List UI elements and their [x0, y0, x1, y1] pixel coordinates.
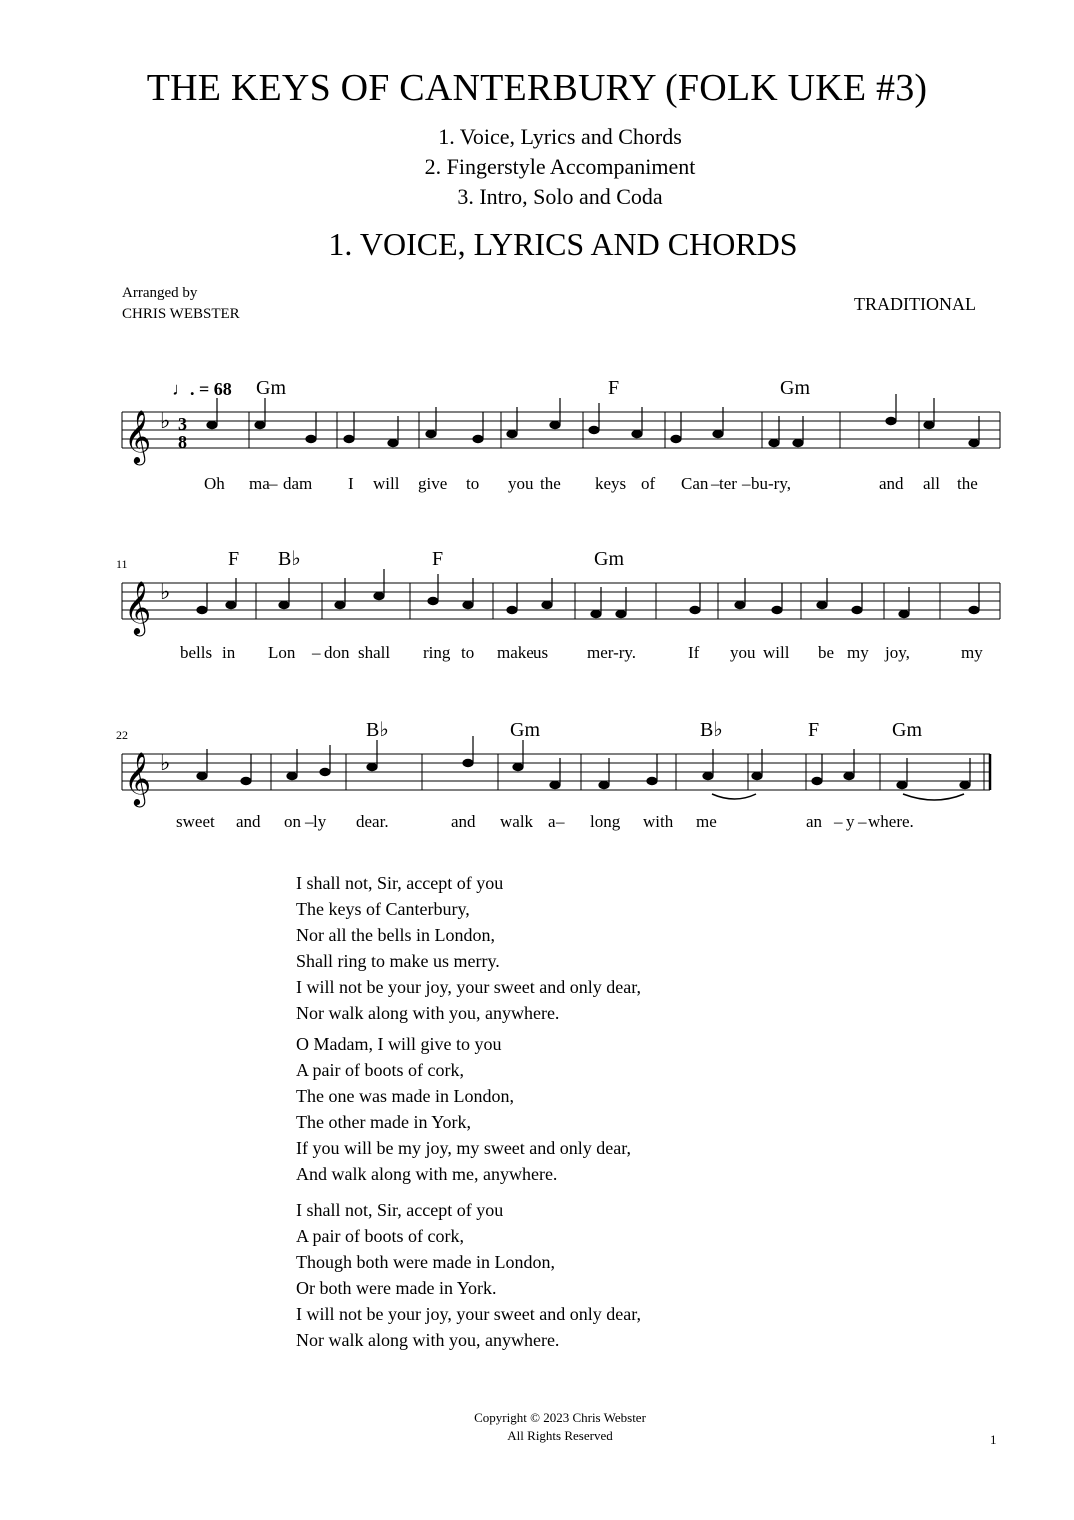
chord-symbol: Gm [510, 719, 540, 741]
lyric-syllable: the [957, 474, 978, 493]
lyric-syllable: you [508, 474, 534, 493]
rights-notice: All Rights Reserved [507, 1428, 613, 1443]
lyric-syllable: Can [681, 474, 709, 493]
lyric-syllable: Oh [204, 474, 225, 493]
lyric-syllable: will [373, 474, 400, 493]
lyric-syllable: you [730, 643, 756, 662]
lyric-syllable: ly [313, 812, 327, 831]
lyric-syllable: – [711, 474, 720, 493]
treble-clef-icon: 𝄞 [124, 751, 152, 805]
lyric-syllable: the [540, 474, 561, 493]
verse-line: Nor walk along with you, anywhere. [296, 1003, 560, 1023]
lyric-syllable: my [847, 643, 869, 662]
copyright-notice: Copyright © 2023 Chris Webster [474, 1410, 646, 1425]
lyric-syllable: – [834, 812, 843, 831]
lyric-syllable: keys [595, 474, 627, 493]
lyric-syllable: – [269, 474, 278, 493]
verse-line: I shall not, Sir, accept of you [296, 1200, 504, 1220]
section-heading: 1. VOICE, LYRICS AND CHORDS [328, 226, 798, 262]
chord-symbol: F [608, 377, 620, 399]
chord-symbol: B♭ [366, 719, 389, 741]
verse-line: I shall not, Sir, accept of you [296, 873, 504, 893]
verse-line: Shall ring to make us merry. [296, 951, 500, 971]
tie-icon [712, 794, 756, 799]
lyric-syllable: – [556, 812, 565, 831]
treble-clef-icon: 𝄞 [124, 409, 152, 463]
lyric-syllable: make [497, 643, 534, 662]
lyric-syllable: I [348, 474, 354, 493]
chord-symbol: F [432, 548, 444, 570]
arranger-name: CHRIS WEBSTER [122, 306, 240, 322]
chord-symbols [228, 377, 922, 741]
verse-4 [296, 1197, 641, 1353]
measure-number: 22 [116, 728, 128, 742]
lyric-syllable: a [548, 812, 556, 831]
chord-symbol: Gm [256, 377, 286, 399]
lyric-syllable: an [806, 812, 823, 831]
staff-system-2 [122, 583, 1000, 619]
lyric-syllable: and [451, 812, 476, 831]
verse-line: If you will be my joy, my sweet and only dear, [296, 1138, 632, 1158]
verse-line: The keys of Canterbury, [296, 899, 470, 919]
lyric-syllable: sweet [176, 812, 215, 831]
arranged-by-label: Arranged by [122, 285, 198, 301]
lyric-syllable: mer-ry. [587, 643, 637, 662]
lyric-syllable: with [643, 812, 674, 831]
lyric-syllable: bells [180, 643, 213, 662]
chord-symbol: B♭ [700, 719, 723, 741]
time-signature-bottom: 8 [178, 432, 187, 452]
lyric-syllable: be [818, 643, 835, 662]
lyric-syllable: – [858, 812, 867, 831]
lyric-syllable: joy, [885, 643, 910, 662]
chord-symbol: Gm [780, 377, 810, 399]
page-number: 1 [990, 1432, 997, 1447]
lyric-syllable: walk [500, 812, 534, 831]
verse-line: A pair of boots of cork, [296, 1060, 464, 1080]
verse-line: I will not be your joy, your sweet and only dear, [296, 1304, 642, 1324]
verse-line: O Madam, I will give to you [296, 1034, 502, 1054]
verse-line: I will not be your joy, your sweet and only dear, [296, 977, 642, 997]
staff-system-1 [122, 412, 1000, 448]
lyric-syllable: where. [868, 812, 914, 831]
lyric-syllable: – [742, 474, 751, 493]
lyric-syllable: and [236, 812, 261, 831]
tie-icon [903, 794, 964, 800]
lyric-syllable: Lon [268, 643, 296, 662]
flat-key-signature-icon: ♭ [160, 409, 171, 434]
lyric-syllable: ring [423, 643, 451, 662]
verse-line: The other made in York, [296, 1112, 471, 1132]
verse-line: Nor all the bells in London, [296, 925, 495, 945]
lyric-syllable: of [641, 474, 656, 493]
flat-key-signature-icon: ♭ [160, 580, 171, 605]
lyric-syllable: bu-ry, [751, 474, 791, 493]
lyric-syllable: us [533, 643, 549, 662]
verse-line: Nor walk along with you, anywhere. [296, 1330, 560, 1350]
tempo-marking: ♩. = 68 [172, 379, 232, 399]
verse-2 [296, 870, 641, 1026]
verse-line: A pair of boots of cork, [296, 1226, 464, 1246]
lyric-syllable: long [590, 812, 621, 831]
lyric-syllable: ter [719, 474, 737, 493]
lyric-syllable: don [324, 643, 350, 662]
measure-number: 11 [116, 557, 128, 571]
treble-clef-icon: 𝄞 [124, 580, 152, 634]
chord-symbol: Gm [594, 548, 624, 570]
lyric-syllable: ma [249, 474, 270, 493]
lyric-syllable: If [688, 643, 700, 662]
verse-line: Though both were made in London, [296, 1252, 555, 1272]
chord-symbol: B♭ [278, 548, 301, 570]
chord-symbol: Gm [892, 719, 922, 741]
lyric-syllable: dear. [356, 812, 389, 831]
verse-3 [296, 1031, 631, 1187]
lyric-syllable: shall [358, 643, 391, 662]
verse-line: The one was made in London, [296, 1086, 514, 1106]
lyric-syllable: in [222, 643, 236, 662]
contents-item-3: 3. Intro, Solo and Coda [457, 184, 663, 209]
lyric-syllable: y [846, 812, 855, 831]
contents-item-2: 2. Fingerstyle Accompaniment [424, 154, 696, 179]
contents-item-1: 1. Voice, Lyrics and Chords [438, 124, 682, 149]
lyric-syllable: on [284, 812, 301, 831]
lyric-syllable: – [312, 643, 321, 662]
composer-credit: TRADITIONAL [854, 294, 976, 314]
lyric-syllable: and [879, 474, 904, 493]
lyric-syllable: give [418, 474, 448, 493]
chord-symbol: F [808, 719, 820, 741]
lyric-syllable: to [466, 474, 480, 493]
flat-key-signature-icon: ♭ [160, 751, 171, 776]
lyric-syllable: will [763, 643, 790, 662]
verse-line: And walk along with me, anywhere. [296, 1164, 558, 1184]
lyric-syllable: all [923, 474, 940, 493]
song-title: THE KEYS OF CANTERBURY (FOLK UKE #3) [146, 67, 928, 109]
chord-symbol: F [228, 548, 240, 570]
verse-line: Or both were made in York. [296, 1278, 497, 1298]
lyric-syllable: – [305, 812, 314, 831]
lyric-syllable: to [461, 643, 475, 662]
lyric-syllable: dam [283, 474, 313, 493]
lyric-syllable: my [961, 643, 983, 662]
time-signature-top: 3 [178, 414, 187, 434]
lyric-syllable: me [696, 812, 717, 831]
